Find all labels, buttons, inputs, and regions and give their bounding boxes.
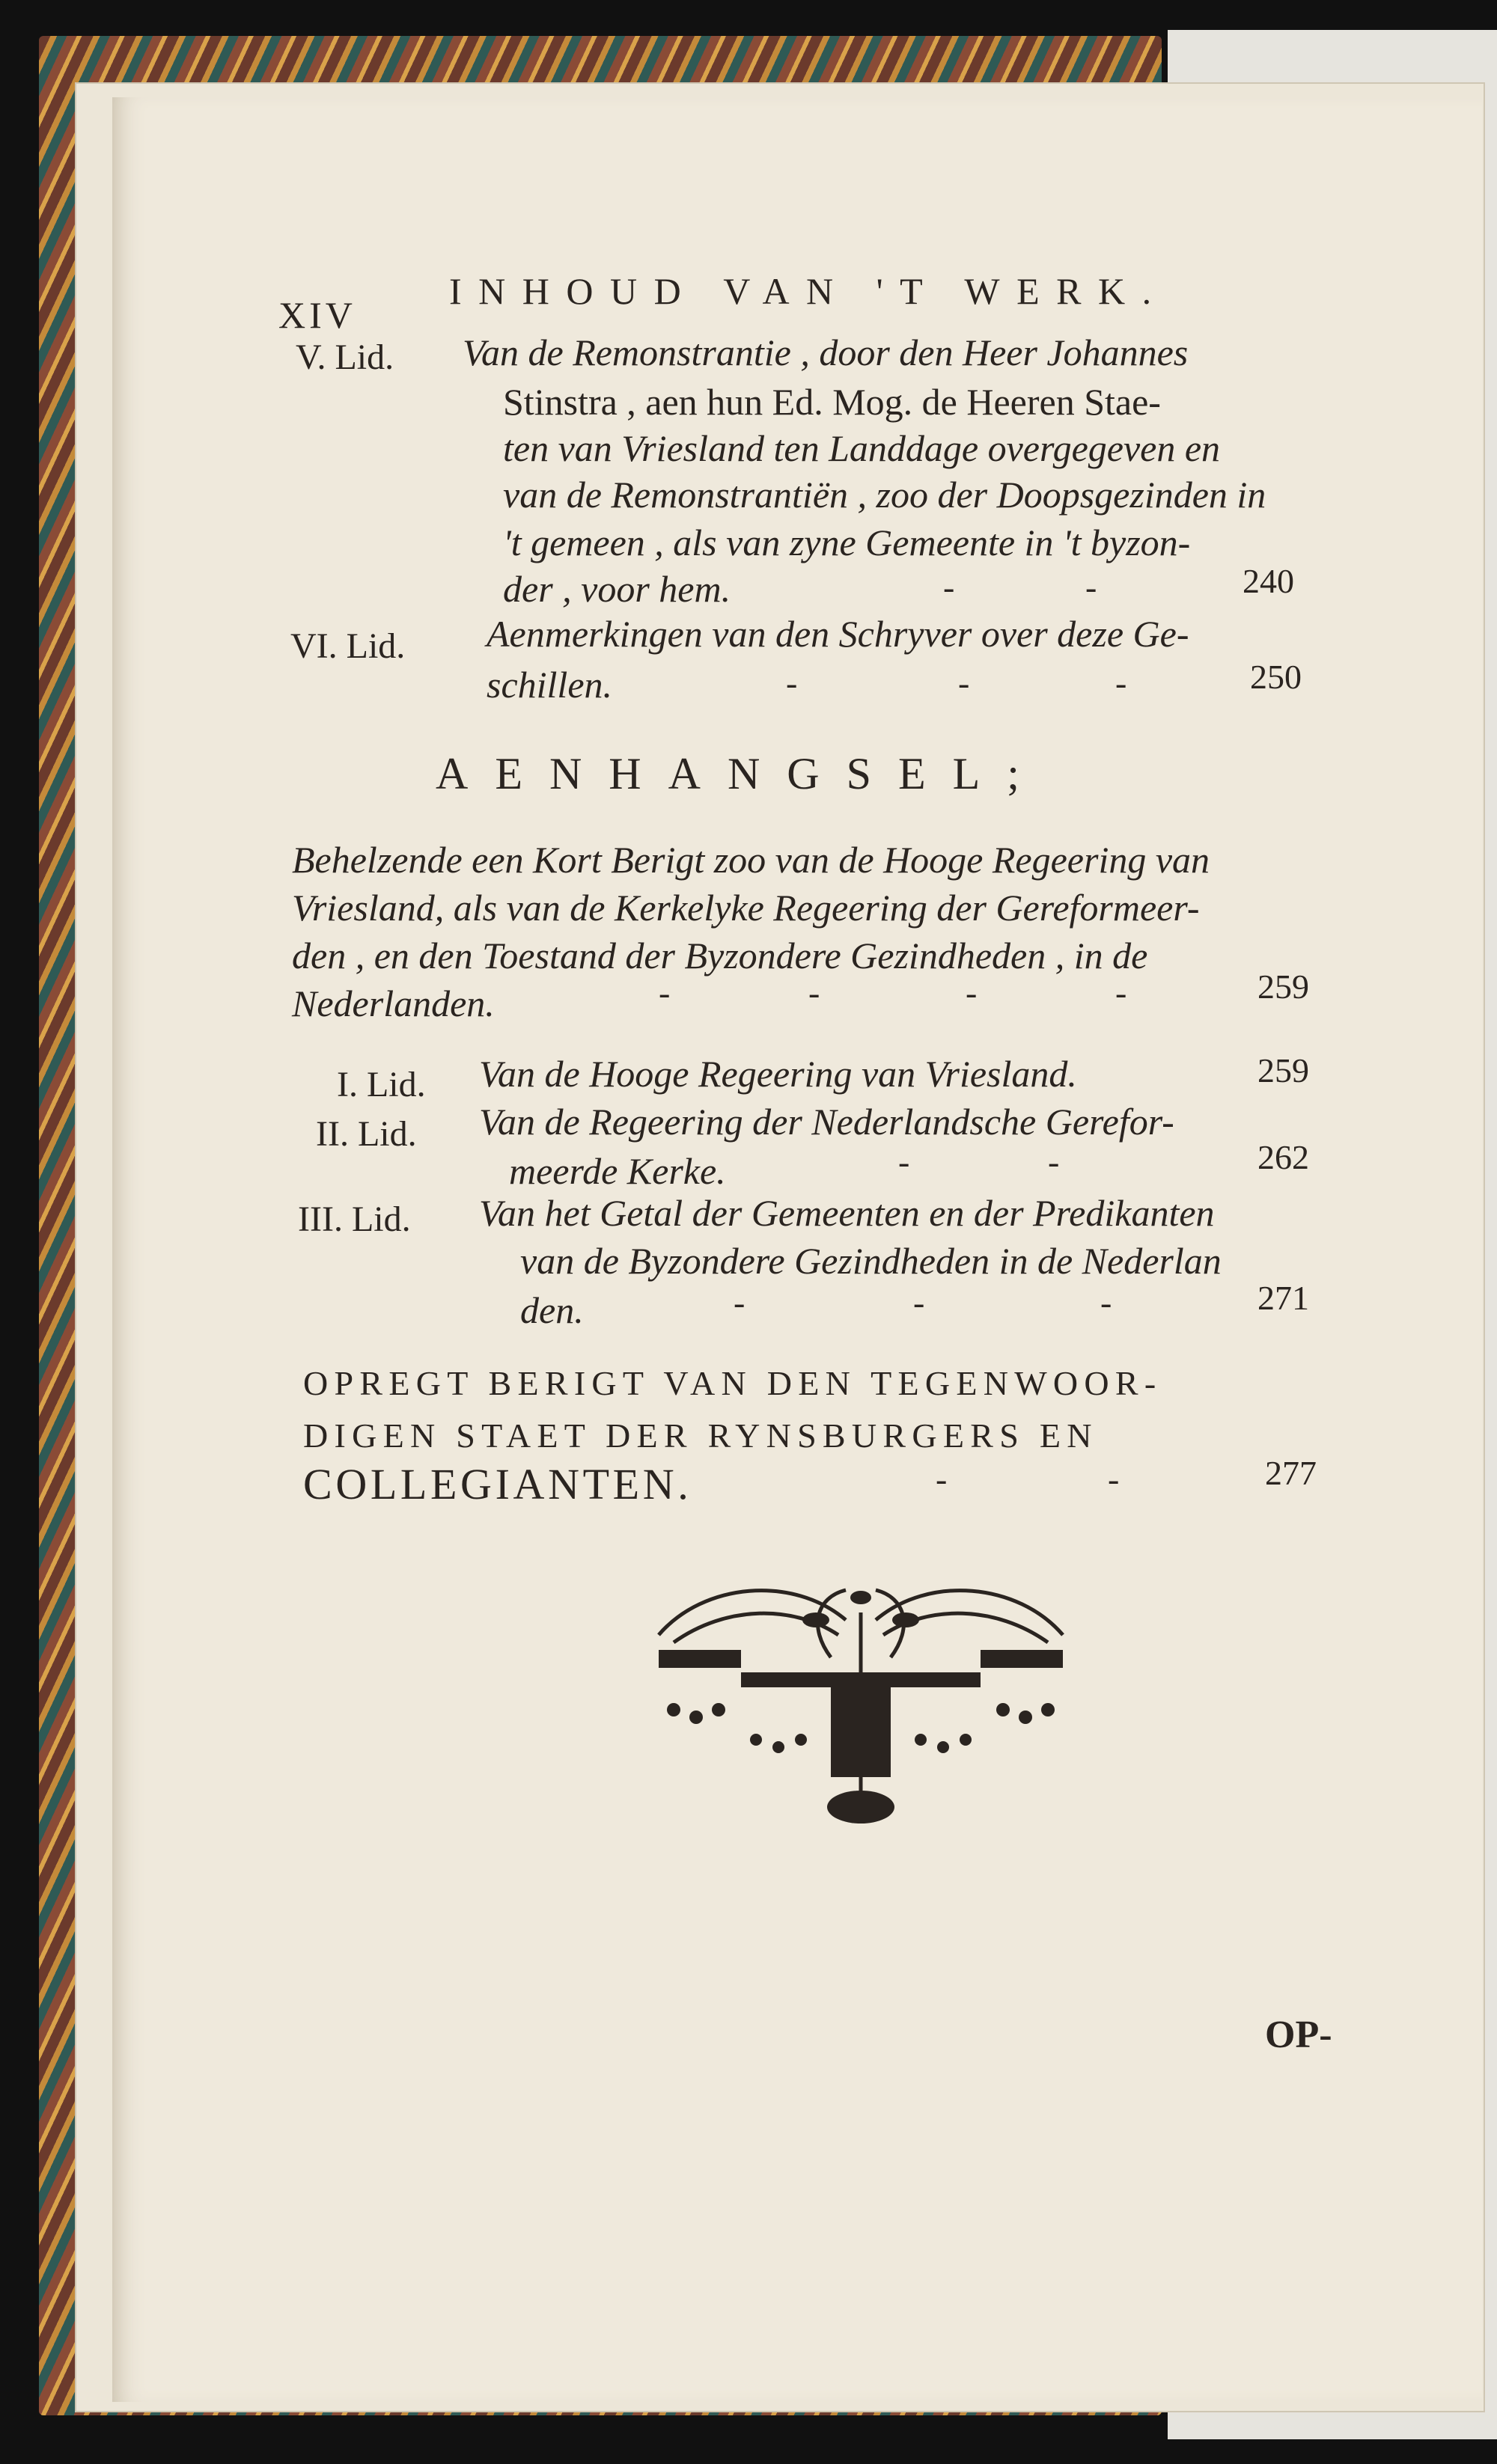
entry-line: meerde Kerke.: [509, 1150, 726, 1192]
appendix-line: Nederlanden.: [292, 982, 495, 1024]
book-page: [112, 97, 1482, 2402]
page-ref: 277: [1265, 1454, 1317, 1492]
page-ref: 271: [1257, 1279, 1309, 1317]
appendix-line: Behelzende een Kort Berigt zoo van de Hooge Regeering van: [292, 839, 1210, 881]
leader-dash: -: [966, 973, 978, 1012]
catchword: OP-: [1265, 2014, 1332, 2056]
entry-label: V. Lid.: [296, 337, 394, 377]
page-number: XIV: [278, 294, 356, 336]
entry-line: Van de Remonstrantie , door den Heer Johannes: [463, 331, 1189, 373]
leader-dash: -: [808, 973, 820, 1012]
entry-label: III. Lid.: [298, 1199, 411, 1239]
final-line: COLLEGIANTEN.: [303, 1460, 692, 1508]
entry-line: van de Remonstrantiën , zoo der Doopsgezinden in: [503, 474, 1266, 516]
leader-dash: -: [913, 1283, 925, 1321]
leader-dash: -: [943, 568, 955, 606]
leader-dash: -: [1115, 664, 1127, 702]
leader-dash: -: [936, 1460, 948, 1498]
running-title: INHOUD VAN 'T WERK.: [449, 270, 1168, 312]
leader-dash: -: [1048, 1143, 1060, 1181]
entry-line: Stinstra , aen hun Ed. Mog. de Heeren Stae-: [503, 381, 1161, 423]
appendix-heading: AENHANGSEL;: [436, 749, 1046, 798]
entry-line: Van het Getal der Gemeenten en der Predikanten: [479, 1192, 1215, 1234]
leader-dash: -: [1085, 568, 1097, 606]
leader-dash: -: [958, 664, 970, 702]
entry-line: Aenmerkingen van den Schryver over deze Ge-: [487, 613, 1189, 655]
entry-line: Van de Hooge Regeering van Vriesland.: [479, 1053, 1077, 1095]
appendix-line: den , en den Toestand der Byzondere Gezindheden , in de: [292, 935, 1148, 976]
entry-line: den.: [520, 1289, 584, 1331]
leader-dash: -: [1108, 1460, 1120, 1498]
page-ref: 259: [1257, 1051, 1309, 1089]
leader-dash: -: [659, 973, 671, 1012]
page-ref: 262: [1257, 1138, 1309, 1176]
leader-dash: -: [1115, 973, 1127, 1012]
leader-dash: -: [1100, 1283, 1112, 1321]
ornament-vignette-icon: [644, 1568, 1078, 1852]
page-ref: 259: [1257, 967, 1309, 1006]
entry-line: 't gemeen , als van zyne Gemeente in 't byzon-: [503, 522, 1191, 563]
leader-dash: -: [898, 1143, 910, 1181]
appendix-line: Vriesland, als van de Kerkelyke Regeering der Gereformeer-: [292, 887, 1200, 929]
entry-label: II. Lid.: [316, 1114, 417, 1154]
leader-dash: -: [786, 664, 798, 702]
entry-line: Van de Regeering der Nederlandsche Gerefor-: [479, 1101, 1174, 1143]
final-line: DIGEN STAET DER RYNSBURGERS EN: [303, 1416, 1098, 1455]
entry-label: I. Lid.: [337, 1065, 426, 1104]
entry-line: van de Byzondere Gezindheden in de Nederlan: [520, 1240, 1222, 1282]
page-ref: 240: [1243, 562, 1294, 600]
final-line: OPREGT BERIGT VAN DEN TEGENWOOR-: [303, 1364, 1162, 1402]
entry-line: schillen.: [487, 664, 613, 706]
page-ref: 250: [1250, 658, 1302, 696]
entry-line: ten van Vriesland ten Landdage overgegeven en: [503, 427, 1221, 469]
entry-line: der , voor hem.: [503, 568, 731, 610]
entry-label: VI. Lid.: [290, 626, 406, 666]
leader-dash: -: [734, 1283, 746, 1321]
